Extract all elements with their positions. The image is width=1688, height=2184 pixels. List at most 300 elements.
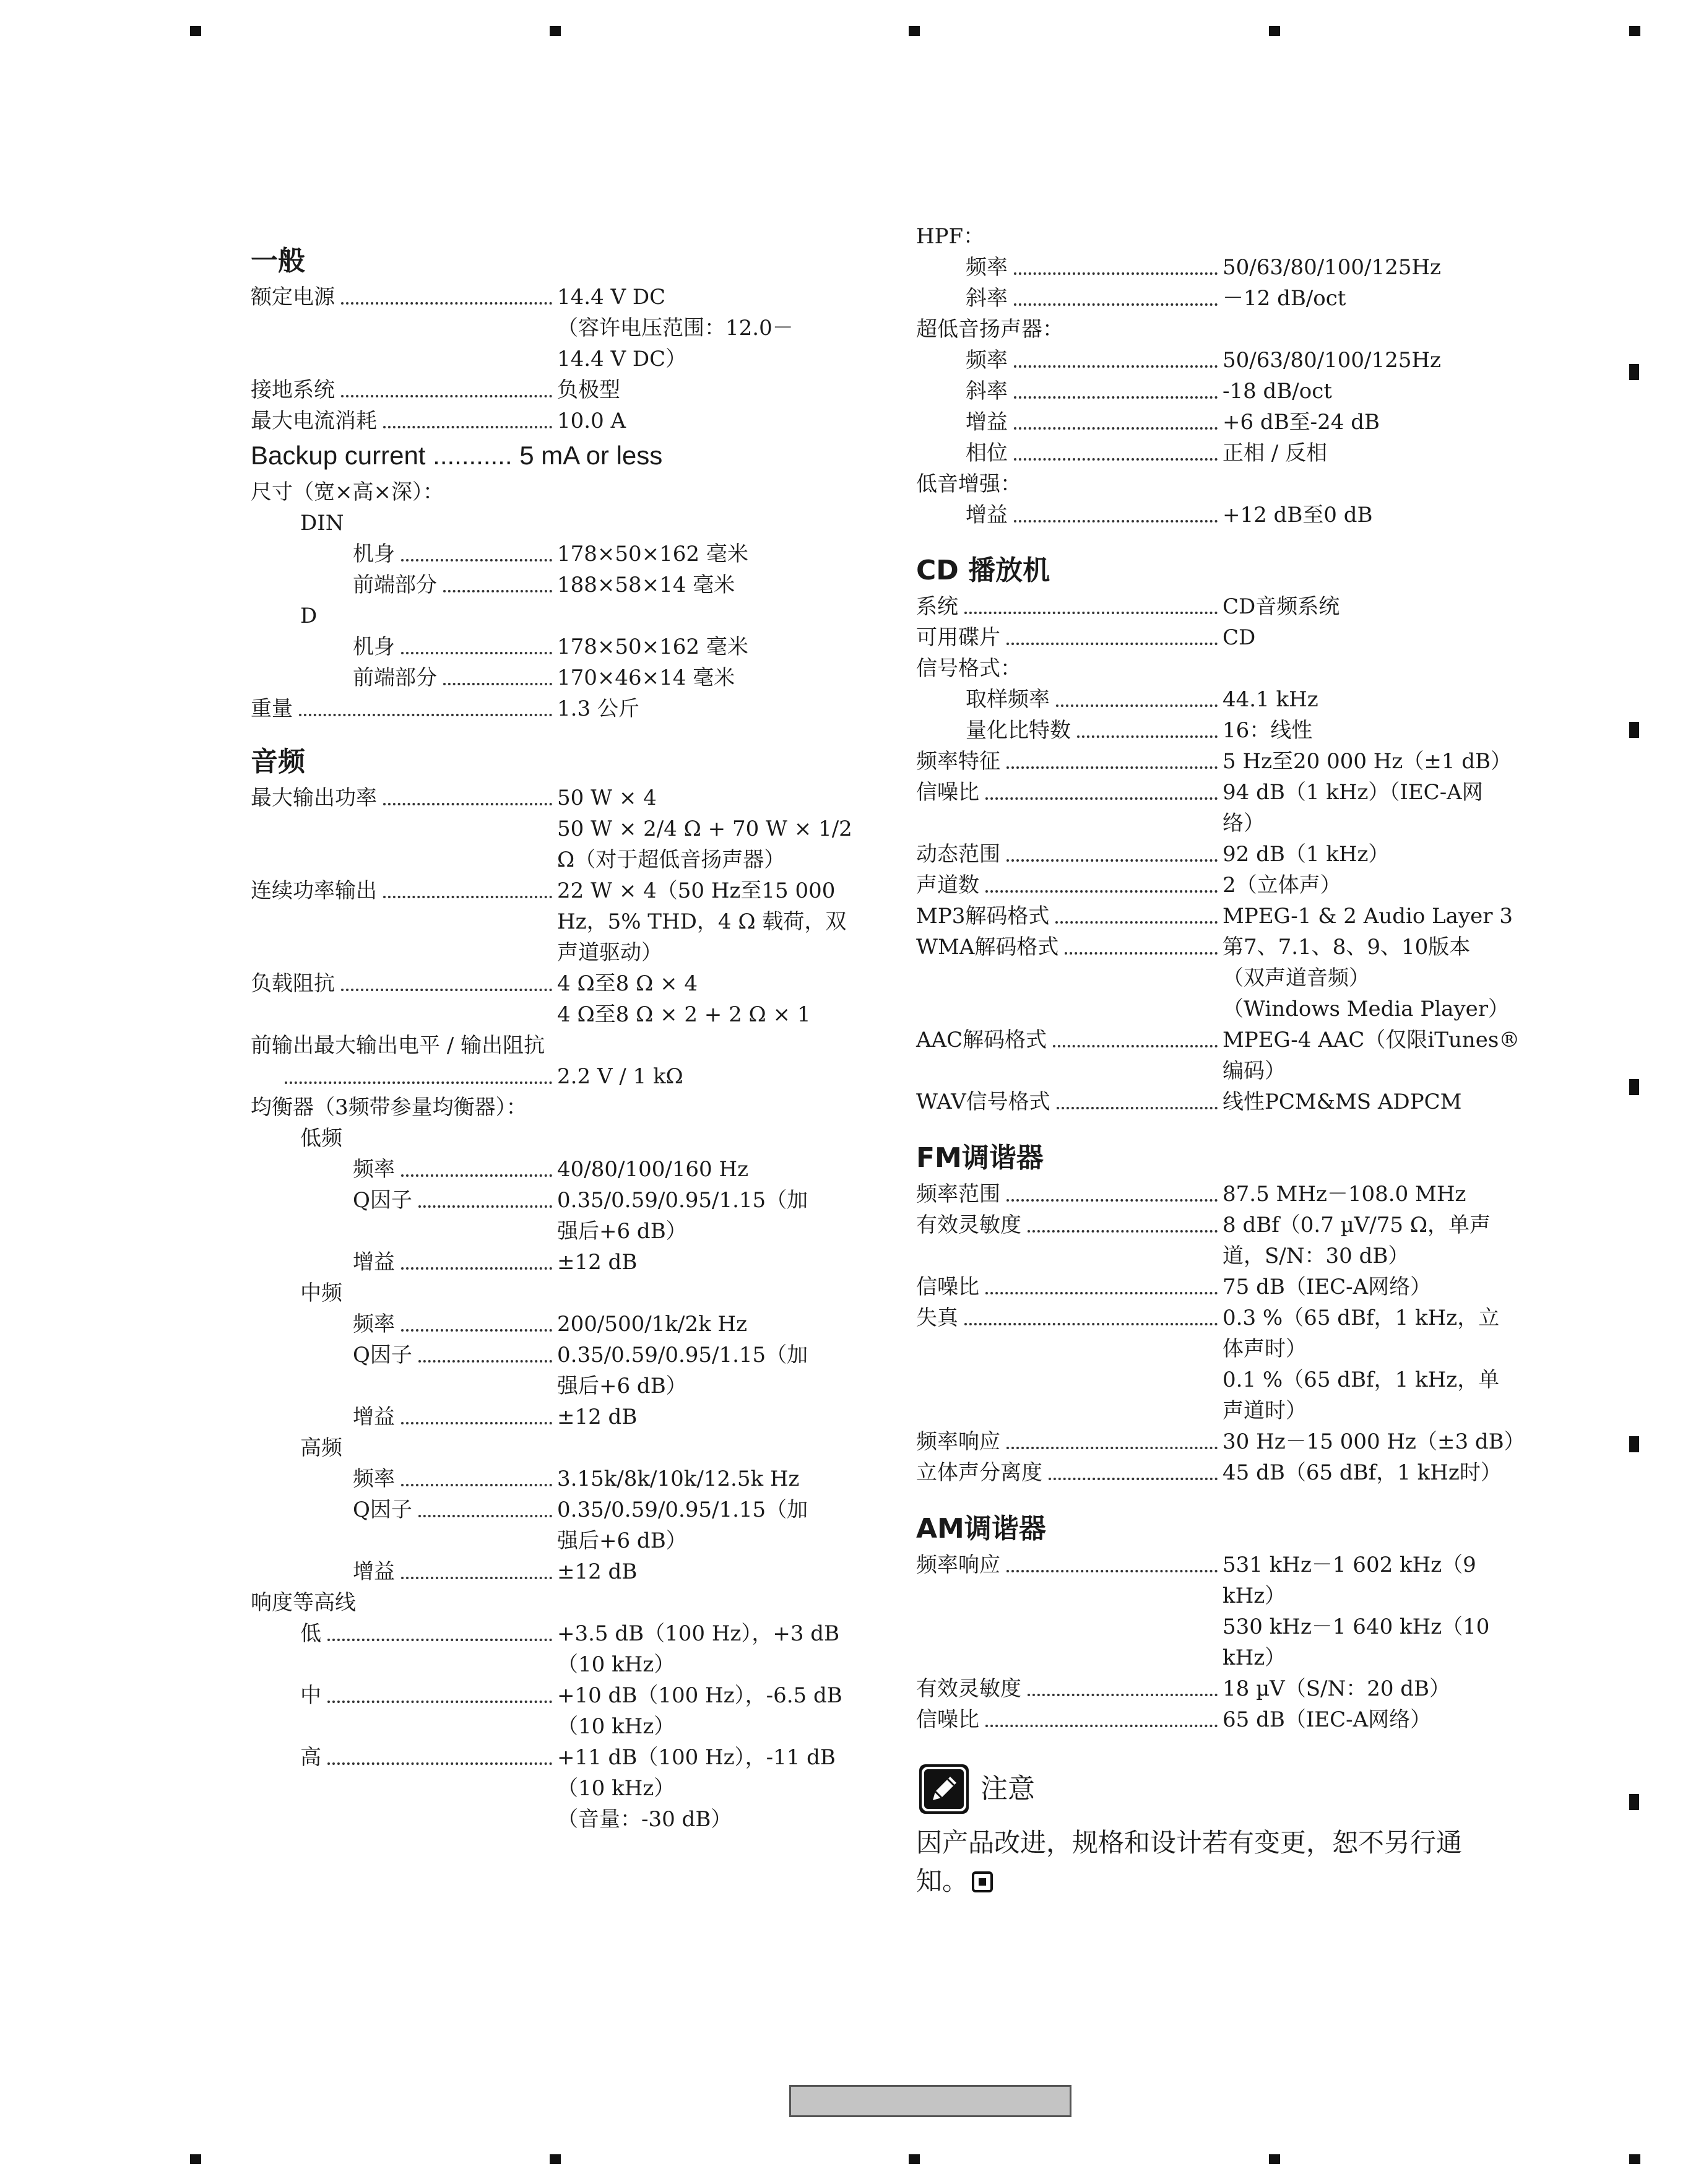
spec-value: －12 dB/oct bbox=[1223, 286, 1346, 311]
spec-value: 10.0 A bbox=[557, 409, 626, 433]
spec-label: 信噪比 bbox=[916, 1275, 979, 1299]
spec-value: 强后+6 dB） bbox=[557, 1528, 687, 1553]
spec-label: 信噪比 bbox=[916, 1707, 979, 1732]
spec-value: 8 dBf（0.7 µV/75 Ω，单声 bbox=[1223, 1213, 1491, 1237]
spec-value: 编码） bbox=[1223, 1059, 1286, 1083]
dot-leader bbox=[1006, 1549, 1218, 1580]
dot-leader bbox=[1077, 715, 1218, 746]
spec-label: 声道数 bbox=[916, 873, 979, 898]
spec-row bbox=[916, 777, 1547, 808]
spec-label: 相位 bbox=[966, 441, 1008, 466]
spec-value: 50 W × 2/4 Ω + 70 W × 1/2 bbox=[557, 817, 852, 841]
spec-value: Hz，5% THD，4 Ω 载荷，双 bbox=[557, 909, 847, 934]
spec-label: 连续功率输出 bbox=[251, 878, 377, 903]
spec-row bbox=[251, 1432, 870, 1463]
spec-label: 响度等高线 bbox=[251, 1590, 356, 1615]
spec-label: 增益 bbox=[353, 1250, 395, 1275]
registration-mark bbox=[1629, 722, 1639, 738]
spec-value: 40/80/100/160 Hz bbox=[557, 1157, 749, 1182]
spec-value: +6 dB至-24 dB bbox=[1223, 410, 1380, 435]
spec-label: 频率 bbox=[353, 1157, 395, 1182]
spec-row bbox=[251, 1309, 870, 1340]
spec-value: （容许电压范围：12.0－ bbox=[557, 316, 794, 340]
spec-label: 斜率 bbox=[966, 286, 1008, 311]
spec-value: 2（立体声） bbox=[1223, 873, 1341, 898]
spec-value: 94 dB（1 kHz）（IEC-A网 bbox=[1223, 780, 1483, 805]
spec-value: 178×50×162 毫米 bbox=[557, 542, 748, 566]
spec-label: 负载阻抗 bbox=[251, 971, 335, 996]
spec-label: 机身 bbox=[353, 635, 395, 659]
spec-value: -18 dB/oct bbox=[1223, 379, 1332, 404]
spec-label: 高频 bbox=[300, 1436, 342, 1460]
spec-row bbox=[251, 1556, 870, 1587]
spec-value: 2.2 V / 1 kΩ bbox=[557, 1064, 683, 1089]
spec-row bbox=[251, 313, 870, 344]
spec-row bbox=[916, 221, 1547, 252]
spec-value: MPEG-4 AAC（仅限iTunes® bbox=[1223, 1028, 1520, 1052]
spec-row bbox=[251, 1525, 870, 1556]
spec-row bbox=[916, 500, 1547, 531]
spec-label: 有效灵敏度 bbox=[916, 1676, 1021, 1701]
spec-row bbox=[251, 662, 870, 693]
spec-label: 增益 bbox=[966, 503, 1008, 527]
spec-row bbox=[916, 1611, 1547, 1642]
spec-label: 接地系统 bbox=[251, 378, 335, 402]
dot-leader bbox=[401, 539, 552, 570]
spec-label: 斜率 bbox=[966, 379, 1008, 404]
spec-value: 50 W × 4 bbox=[557, 786, 657, 810]
spec-row bbox=[916, 1272, 1547, 1302]
registration-mark bbox=[1629, 1436, 1639, 1452]
spec-row bbox=[916, 1549, 1547, 1580]
spec-label: WMA解码格式 bbox=[916, 935, 1059, 960]
spec-label: 系统 bbox=[916, 594, 958, 619]
spec-value: 声道驱动） bbox=[557, 940, 662, 965]
spec-value: kHz） bbox=[1223, 1645, 1286, 1670]
registration-mark bbox=[909, 2154, 920, 2164]
spec-row bbox=[916, 345, 1547, 376]
spec-row bbox=[251, 693, 870, 724]
spec-row bbox=[251, 539, 870, 570]
dot-leader bbox=[383, 875, 552, 906]
spec-row bbox=[251, 1587, 870, 1618]
registration-mark bbox=[550, 26, 561, 36]
registration-mark bbox=[190, 2154, 201, 2164]
spec-label: 频率响应 bbox=[916, 1553, 1000, 1577]
spec-value: 16：线性 bbox=[1223, 718, 1313, 743]
section-heading-cd: CD 播放机 bbox=[916, 555, 1050, 586]
dot-leader bbox=[418, 1340, 552, 1371]
spec-label: 低频 bbox=[300, 1126, 342, 1151]
spec-row bbox=[251, 1030, 870, 1061]
note-line-1: 因产品改进，规格和设计若有变更，恕不另行通 bbox=[916, 1827, 1463, 1858]
spec-row bbox=[251, 1092, 870, 1123]
spec-row bbox=[251, 1061, 870, 1092]
spec-label: 前输出最大输出电平 / 输出阻抗 bbox=[251, 1033, 545, 1058]
spec-row bbox=[251, 477, 870, 508]
spec-label: 量化比特数 bbox=[966, 718, 1071, 743]
spec-label: DIN bbox=[300, 511, 344, 535]
dot-leader bbox=[401, 1402, 552, 1432]
spec-value: Ω（对于超低音扬声器） bbox=[557, 847, 786, 872]
spec-row bbox=[916, 1086, 1547, 1117]
registration-mark bbox=[550, 2154, 561, 2164]
spec-label: 前端部分 bbox=[353, 573, 437, 597]
spec-value: 3.15k/8k/10k/12.5k Hz bbox=[557, 1467, 800, 1491]
spec-row bbox=[916, 932, 1547, 963]
spec-row bbox=[251, 1247, 870, 1278]
spec-row bbox=[251, 937, 870, 968]
spec-label: D bbox=[300, 604, 318, 628]
dot-leader bbox=[1065, 932, 1218, 963]
dot-leader bbox=[1006, 622, 1218, 653]
spec-label: 失真 bbox=[916, 1306, 958, 1330]
spec-value: 75 dB（IEC-A网络） bbox=[1223, 1275, 1432, 1299]
spec-value: 14.4 V DC bbox=[557, 285, 666, 310]
spec-row bbox=[251, 1804, 870, 1835]
spec-label: 超低音扬声器： bbox=[916, 317, 1063, 342]
dot-leader bbox=[401, 1556, 552, 1587]
spec-row bbox=[916, 1025, 1547, 1055]
spec-row bbox=[916, 438, 1547, 469]
spec-value: +12 dB至0 dB bbox=[1223, 503, 1373, 527]
spec-row bbox=[916, 653, 1547, 684]
spec-row bbox=[916, 376, 1547, 407]
spec-label: 额定电源 bbox=[251, 285, 335, 310]
spec-row bbox=[251, 1340, 870, 1371]
dot-leader bbox=[1014, 407, 1218, 438]
spec-row bbox=[251, 782, 870, 813]
spec-value: 0.35/0.59/0.95/1.15（加 bbox=[557, 1188, 808, 1213]
spec-label: Q因子 bbox=[353, 1497, 412, 1522]
spec-value: 178×50×162 毫米 bbox=[557, 635, 748, 659]
spec-value: 强后+6 dB） bbox=[557, 1219, 687, 1244]
spec-label: 前端部分 bbox=[353, 665, 437, 690]
dot-leader bbox=[1006, 746, 1218, 777]
spec-label: 中 bbox=[300, 1683, 321, 1708]
registration-mark bbox=[1269, 2154, 1280, 2164]
backup-current-label: Backup current bbox=[251, 441, 426, 470]
spec-label: 低音增强： bbox=[916, 472, 1021, 496]
spec-row bbox=[916, 1426, 1547, 1457]
spec-value: 4 Ω至8 Ω × 2 + 2 Ω × 1 bbox=[557, 1002, 811, 1027]
dot-leader bbox=[964, 591, 1218, 622]
spec-value: 200/500/1k/2k Hz bbox=[557, 1312, 747, 1337]
registration-mark bbox=[190, 26, 201, 36]
section-heading-fm: FM调谐器 bbox=[916, 1142, 1044, 1174]
spec-row bbox=[916, 1642, 1547, 1673]
spec-value: CD音频系统 bbox=[1223, 594, 1340, 619]
spec-value: （10 kHz） bbox=[557, 1652, 675, 1677]
dot-leader bbox=[985, 1704, 1218, 1735]
spec-label: 频率 bbox=[353, 1467, 395, 1491]
spec-value: 4 Ω至8 Ω × 4 bbox=[557, 971, 698, 996]
spec-label: 频率 bbox=[966, 255, 1008, 280]
spec-value: 30 Hz－15 000 Hz（±3 dB） bbox=[1223, 1429, 1525, 1454]
spec-value: 87.5 MHz－108.0 MHz bbox=[1223, 1182, 1466, 1207]
spec-row bbox=[916, 1704, 1547, 1735]
spec-label: 频率范围 bbox=[916, 1182, 1000, 1207]
spec-row bbox=[251, 375, 870, 405]
dot-leader bbox=[1055, 901, 1218, 932]
spec-row bbox=[251, 344, 870, 375]
spec-label: 重量 bbox=[251, 696, 293, 721]
spec-value: MPEG-1 & 2 Audio Layer 3 bbox=[1223, 904, 1513, 929]
spec-row bbox=[251, 405, 870, 436]
spec-value: 体声时） bbox=[1223, 1337, 1307, 1361]
spec-row bbox=[916, 469, 1547, 500]
dot-leader bbox=[1014, 345, 1218, 376]
dot-leader bbox=[443, 662, 552, 693]
spec-label: 可用碟片 bbox=[916, 625, 1000, 650]
dot-leader bbox=[1006, 1426, 1218, 1457]
dot-leader bbox=[341, 375, 552, 405]
spec-row bbox=[916, 901, 1547, 932]
spec-value: 50/63/80/100/125Hz bbox=[1223, 348, 1441, 373]
spec-value: 道，S/N：30 dB） bbox=[1223, 1244, 1409, 1268]
spec-label: 频率响应 bbox=[916, 1429, 1000, 1454]
dot-leader bbox=[327, 1618, 552, 1649]
dot-leader bbox=[1006, 1179, 1218, 1210]
spec-row bbox=[916, 746, 1547, 777]
spec-row bbox=[251, 1773, 870, 1804]
dot-leader bbox=[1053, 1025, 1218, 1055]
spec-value: 负极型 bbox=[557, 378, 620, 402]
spec-value: 531 kHz－1 602 kHz（9 bbox=[1223, 1553, 1476, 1577]
spec-row bbox=[916, 314, 1547, 345]
dot-leader bbox=[285, 1061, 552, 1092]
dot-leader bbox=[327, 1742, 552, 1773]
spec-row bbox=[916, 1302, 1547, 1333]
spec-value: 188×58×14 毫米 bbox=[557, 573, 735, 597]
spec-value: 22 W × 4（50 Hz至15 000 bbox=[557, 878, 836, 903]
dot-leader bbox=[1057, 1086, 1218, 1117]
dot-leader bbox=[401, 1463, 552, 1494]
dot-leader bbox=[985, 1272, 1218, 1302]
dot-leader bbox=[418, 1185, 552, 1216]
spec-label: 尺寸（宽×高×深）： bbox=[251, 480, 444, 505]
spec-label: MP3解码格式 bbox=[916, 904, 1050, 929]
spec-value: 正相 / 反相 bbox=[1223, 441, 1328, 466]
spec-row bbox=[916, 808, 1547, 839]
backup-current-row bbox=[251, 437, 870, 474]
spec-row bbox=[251, 1371, 870, 1402]
spec-row bbox=[251, 1649, 870, 1680]
note-title: 注意 bbox=[980, 1773, 1035, 1805]
spec-value: 170×46×14 毫米 bbox=[557, 665, 735, 690]
spec-value: 18 µV（S/N：20 dB） bbox=[1223, 1676, 1451, 1701]
spec-value: ±12 dB bbox=[557, 1559, 638, 1584]
pencil-note-icon bbox=[919, 1764, 969, 1814]
spec-value: CD bbox=[1223, 625, 1256, 650]
spec-row bbox=[251, 1278, 870, 1309]
spec-value: +11 dB（100 Hz），-11 dB bbox=[557, 1745, 836, 1770]
spec-row bbox=[916, 1364, 1547, 1395]
dot-leader bbox=[1056, 684, 1218, 715]
spec-row bbox=[251, 813, 870, 844]
spec-row bbox=[916, 1055, 1547, 1086]
spec-row bbox=[916, 1457, 1547, 1488]
spec-value: （Windows Media Player） bbox=[1223, 997, 1509, 1021]
spec-row bbox=[251, 570, 870, 600]
spec-value: 0.35/0.59/0.95/1.15（加 bbox=[557, 1343, 808, 1367]
spec-row bbox=[916, 994, 1547, 1025]
dot-leader bbox=[1014, 500, 1218, 531]
dot-leader bbox=[985, 870, 1218, 901]
spec-row bbox=[916, 963, 1547, 994]
dot-leader bbox=[401, 1247, 552, 1278]
spec-row bbox=[251, 1463, 870, 1494]
section-heading-general: 一般 bbox=[251, 245, 305, 277]
spec-label: 最大电流消耗 bbox=[251, 409, 377, 433]
dot-leader bbox=[964, 1302, 1218, 1333]
spec-row bbox=[916, 839, 1547, 870]
page-number-box bbox=[789, 2085, 1071, 2117]
spec-row bbox=[251, 1216, 870, 1247]
spec-value: 0.1 %（65 dBf，1 kHz，单 bbox=[1223, 1367, 1500, 1392]
dot-leader bbox=[383, 782, 552, 813]
dot-leader bbox=[1028, 1673, 1218, 1704]
spec-label: 均衡器（3频带参量均衡器）： bbox=[251, 1095, 527, 1120]
spec-row bbox=[916, 1673, 1547, 1704]
spec-label: 增益 bbox=[966, 410, 1008, 435]
dot-leader bbox=[401, 631, 552, 662]
spec-value: ±12 dB bbox=[557, 1405, 638, 1429]
spec-value: 第7、7.1、8、9、10版本 bbox=[1223, 935, 1471, 960]
spec-label: 动态范围 bbox=[916, 842, 1000, 867]
spec-row bbox=[251, 1618, 870, 1649]
registration-mark bbox=[1629, 26, 1640, 36]
spec-label: 取样频率 bbox=[966, 687, 1050, 712]
spec-label: 有效灵敏度 bbox=[916, 1213, 1021, 1237]
dot-leader bbox=[401, 1309, 552, 1340]
spec-row bbox=[916, 1210, 1547, 1241]
spec-row bbox=[251, 631, 870, 662]
dot-leader bbox=[299, 693, 552, 724]
spec-row bbox=[251, 875, 870, 906]
spec-row bbox=[251, 1185, 870, 1216]
spec-label: 立体声分离度 bbox=[916, 1460, 1042, 1485]
spec-value: 1.3 公斤 bbox=[557, 696, 639, 721]
dot-leader bbox=[341, 282, 552, 313]
spec-value: 络） bbox=[1223, 811, 1265, 836]
spec-row bbox=[251, 508, 870, 539]
registration-mark bbox=[1629, 2154, 1640, 2164]
spec-row bbox=[916, 1333, 1547, 1364]
spec-value: 44.1 kHz bbox=[1223, 687, 1318, 712]
spec-value: 92 dB（1 kHz） bbox=[1223, 842, 1390, 867]
spec-label: 增益 bbox=[353, 1559, 395, 1584]
spec-row bbox=[251, 906, 870, 937]
spec-label: 信号格式： bbox=[916, 656, 1021, 681]
registration-mark bbox=[1269, 26, 1280, 36]
spec-value: （10 kHz） bbox=[557, 1776, 675, 1801]
spec-row bbox=[916, 1241, 1547, 1272]
spec-label: WAV信号格式 bbox=[916, 1090, 1050, 1114]
dot-leader bbox=[443, 570, 552, 600]
spec-value: 50/63/80/100/125Hz bbox=[1223, 255, 1441, 280]
registration-mark bbox=[909, 26, 920, 36]
spec-value: 0.35/0.59/0.95/1.15（加 bbox=[557, 1497, 808, 1522]
section-heading-am: AM调谐器 bbox=[916, 1513, 1046, 1545]
spec-value: （双声道音频） bbox=[1223, 966, 1370, 990]
spec-row bbox=[916, 1395, 1547, 1426]
spec-value: 0.3 %（65 dBf，1 kHz，立 bbox=[1223, 1306, 1500, 1330]
spec-label: 频率 bbox=[353, 1312, 395, 1337]
dot-leader bbox=[1028, 1210, 1218, 1241]
dot-leader bbox=[418, 1494, 552, 1525]
dot-leader bbox=[1006, 839, 1218, 870]
spec-label: 频率 bbox=[966, 348, 1008, 373]
backup-current-value: 5 mA or less bbox=[519, 441, 663, 470]
spec-row bbox=[251, 844, 870, 875]
spec-value: kHz） bbox=[1223, 1584, 1286, 1608]
dot-leader bbox=[1014, 283, 1218, 314]
dot-leader bbox=[1049, 1457, 1218, 1488]
spec-row bbox=[251, 1154, 870, 1185]
spec-label: 机身 bbox=[353, 542, 395, 566]
spec-row bbox=[251, 1711, 870, 1742]
registration-mark bbox=[1629, 1079, 1639, 1095]
spec-value: （音量：-30 dB） bbox=[557, 1807, 732, 1832]
spec-label: 中频 bbox=[300, 1281, 342, 1306]
spec-row bbox=[251, 1742, 870, 1773]
spec-row bbox=[251, 1680, 870, 1711]
spec-label: Q因子 bbox=[353, 1343, 412, 1367]
spec-value: （10 kHz） bbox=[557, 1714, 675, 1739]
spec-value: 声道时） bbox=[1223, 1398, 1307, 1423]
spec-value: 45 dB（65 dBf，1 kHz时） bbox=[1223, 1460, 1502, 1485]
dot-leader bbox=[1014, 252, 1218, 283]
dot-leader bbox=[1014, 376, 1218, 407]
spec-row bbox=[916, 622, 1547, 653]
spec-label: 高 bbox=[300, 1745, 321, 1770]
spec-label: 信噪比 bbox=[916, 780, 979, 805]
spec-row bbox=[251, 1402, 870, 1432]
note-line-2 bbox=[916, 1862, 993, 1900]
spec-row bbox=[251, 282, 870, 313]
spec-label: HPF： bbox=[916, 224, 985, 249]
spec-row bbox=[916, 252, 1547, 283]
spec-row bbox=[251, 600, 870, 631]
spec-value: 5 Hz至20 000 Hz（±1 dB） bbox=[1223, 749, 1512, 774]
spec-row bbox=[916, 283, 1547, 314]
spec-value: ±12 dB bbox=[557, 1250, 638, 1275]
spec-row bbox=[916, 1179, 1547, 1210]
spec-row bbox=[916, 591, 1547, 622]
spec-value: 强后+6 dB） bbox=[557, 1374, 687, 1398]
dot-leader bbox=[327, 1680, 552, 1711]
spec-row bbox=[251, 968, 870, 999]
spec-row bbox=[916, 715, 1547, 746]
spec-row bbox=[916, 407, 1547, 438]
spec-label: 最大输出功率 bbox=[251, 786, 377, 810]
spec-value: +10 dB（100 Hz），-6.5 dB bbox=[557, 1683, 842, 1708]
spec-label: AAC解码格式 bbox=[916, 1028, 1047, 1052]
dot-leader bbox=[401, 1154, 552, 1185]
dot-leader bbox=[341, 968, 552, 999]
spec-label: 频率特征 bbox=[916, 749, 1000, 774]
spec-row bbox=[916, 870, 1547, 901]
registration-mark bbox=[1629, 1794, 1639, 1810]
spec-row bbox=[251, 1494, 870, 1525]
spec-label: 增益 bbox=[353, 1405, 395, 1429]
spec-row bbox=[916, 684, 1547, 715]
spec-row bbox=[251, 1123, 870, 1154]
dot-leader bbox=[985, 777, 1218, 808]
note-line-2-text: 知。 bbox=[916, 1866, 969, 1896]
spec-label: 低 bbox=[300, 1621, 321, 1646]
